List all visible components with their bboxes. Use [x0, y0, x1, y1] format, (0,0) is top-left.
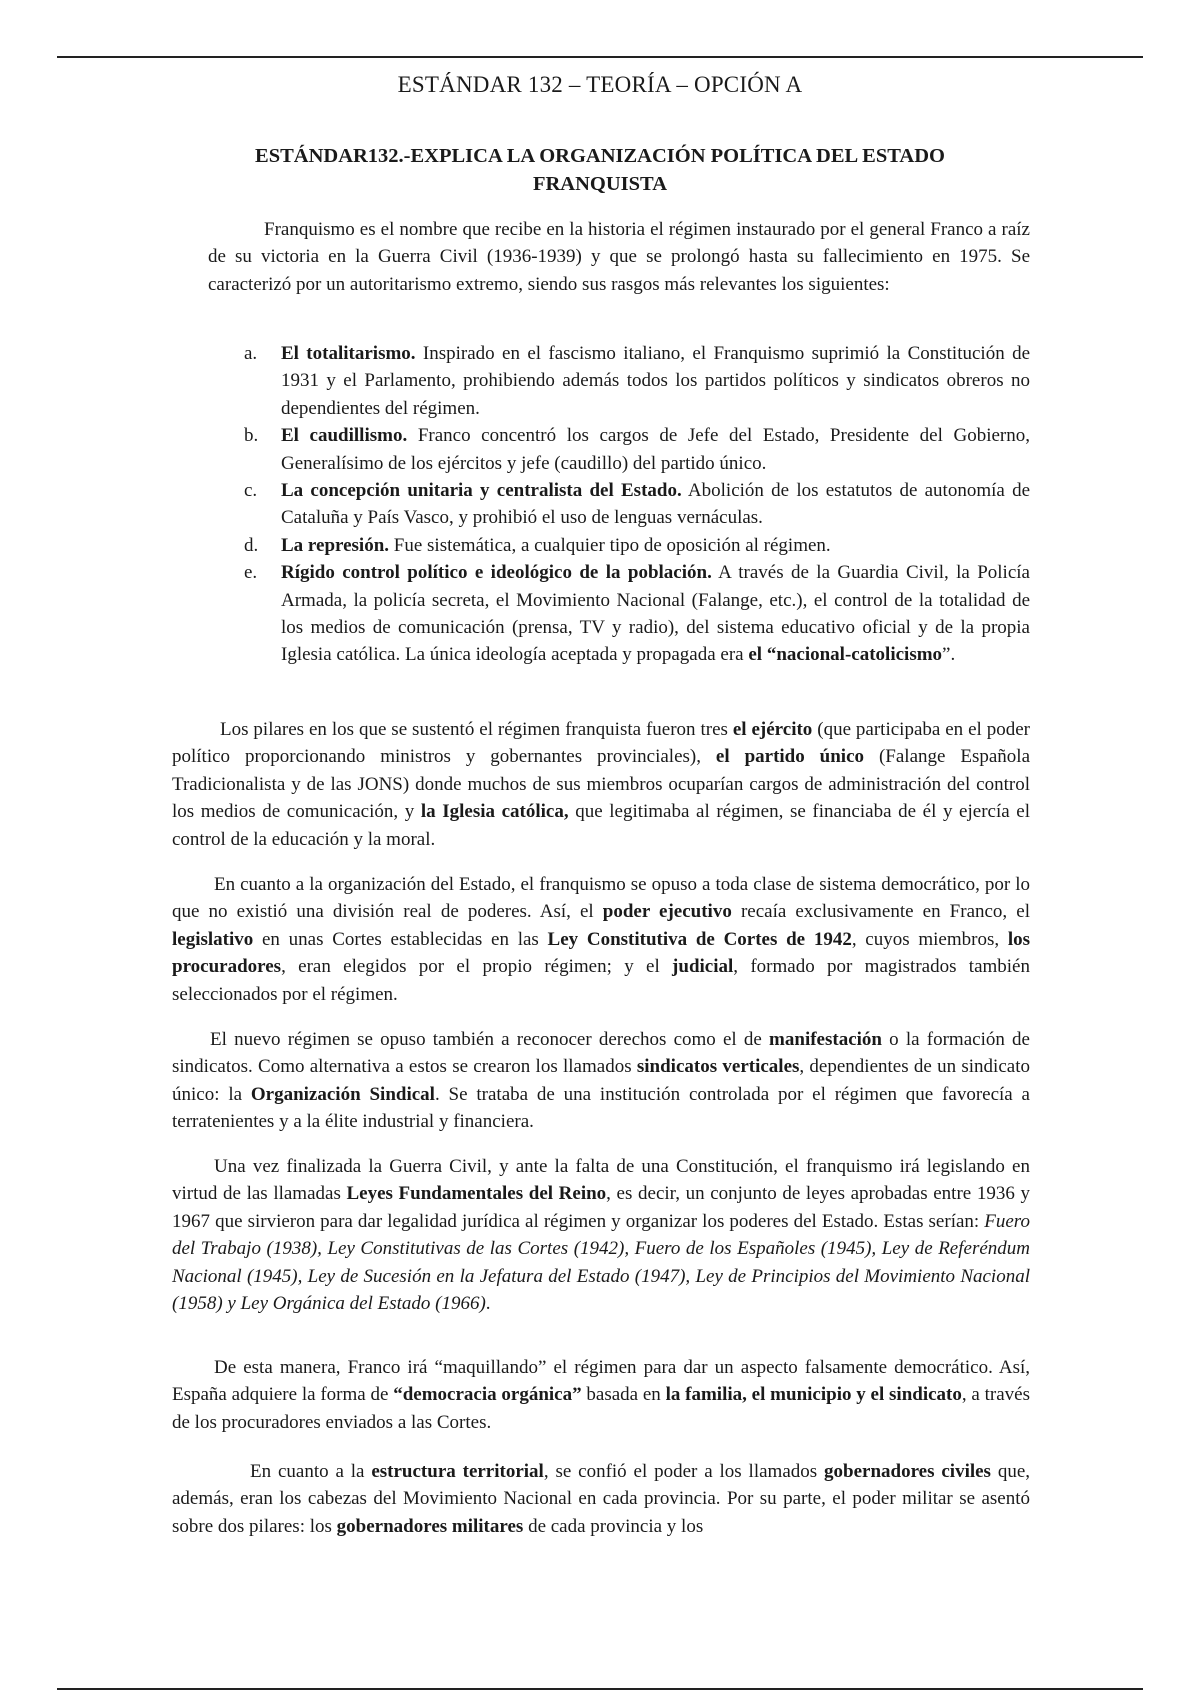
- bottom-rule: [57, 1688, 1143, 1690]
- title-line-1: ESTÁNDAR132.-EXPLICA LA ORGANIZACIÓN POLÍTICA DEL ESTADO: [255, 145, 945, 167]
- text-run: que, además, eran los cabezas del Movimiento Nacional en cada provincia. Por su parte, el poder militar se asentó sobre dos pilares: los: [172, 1461, 1031, 1537]
- list-marker: a.: [244, 343, 258, 364]
- text-run: , a través de los procuradores enviados a las Cortes.: [172, 1384, 1030, 1433]
- feature-text: Fue sistemática, a cualquier tipo de oposición al régimen.: [389, 534, 831, 556]
- bold-run: la Iglesia católica,: [420, 801, 569, 823]
- document-title: [200, 142, 1000, 198]
- text-run: , es decir, un conjunto de leyes aprobadas entre 1936 y 1967 que sirvieron para dar legalidad jurídica al régimen y organizar los poderes del Estado. Estas serían:: [172, 1183, 1030, 1232]
- text-run: Una vez finalizada la Guerra Civil, y ante la falta de una Constitución, el franquismo irá legislando en virtud de las llamadas: [172, 1156, 1030, 1205]
- list-item: [208, 559, 1030, 669]
- list-item: [208, 422, 1030, 477]
- bold-run: gobernadores civiles: [824, 1461, 991, 1482]
- text-run: Los pilares en los que se sustentó el régimen franquista fueron tres: [220, 719, 733, 740]
- text-run: en unas Cortes establecidas en las: [253, 928, 548, 950]
- feature-title: La represión.: [281, 534, 390, 556]
- top-rule: [57, 56, 1143, 58]
- list-item: [208, 477, 1030, 532]
- page-header: ESTÁNDAR 132 – TEORÍA – OPCIÓN A: [397, 72, 803, 97]
- list-marker: b.: [244, 425, 259, 447]
- text-run: El nuevo régimen se opuso también a reconocer derechos como el de: [210, 1029, 770, 1050]
- feature-tail: ”.: [942, 644, 956, 666]
- text-run: de cada provincia y los: [523, 1515, 704, 1537]
- bold-run: manifestación: [769, 1029, 882, 1050]
- text-run: que legitimaba al régimen, se financiaba de él y ejercía el control de la educación y la moral.: [172, 801, 1030, 850]
- list-item: [208, 532, 1030, 559]
- paragraph-syndicates: [172, 1026, 1030, 1136]
- text-run: recaía exclusivamente en Franco, el: [731, 901, 1030, 923]
- feature-text: Franco concentró los cargos de Jefe del Estado, Presidente del Gobierno, Generalísimo de los ejércitos y jefe (caudillo) del partido único.: [281, 425, 1030, 474]
- text-run: , cuyos miembros,: [851, 928, 1008, 950]
- feature-text: Inspirado en el fascismo italiano, el Franquismo suprimió la Constitución de 1931 y el Parlamento, prohibiendo además todos los partidos políticos y sindicatos obreros no dependientes del régimen.: [281, 343, 1030, 419]
- paragraph-fundamental-laws: [172, 1153, 1030, 1317]
- text-run: , dependientes de un sindicato único: la: [172, 1056, 1030, 1105]
- list-marker: c.: [244, 480, 258, 502]
- text-run: .: [485, 1293, 491, 1315]
- bold-run: gobernadores militares: [336, 1515, 524, 1537]
- italic-run: Fuero del Trabajo (1938), Ley Constitutivas de las Cortes (1942), Fuero de los Españoles (1945), Ley de Referéndum Nacional (1945), Ley de Sucesión en la Jefatura del Estado (1947), Ley de Principios del Movimiento Nacional (1958) y Ley Orgánica del Estado (1966): [172, 1210, 1030, 1315]
- intro-text: Franquismo es el nombre que recibe en la historia el régimen instaurado por el general Franco a raíz de su victoria en la Guerra Civil (1936-1939) y que se prolongó hasta su fallecimiento en 1975. Se caracterizó por un autoritarismo extremo, siendo sus rasgos más relevantes los siguientes:: [208, 219, 1030, 295]
- bold-run: la familia, el municipio y el sindicato: [665, 1384, 962, 1406]
- list-marker: d.: [244, 534, 259, 556]
- list-item: [208, 340, 1030, 422]
- text-run: , formado por magistrados también seleccionados por el régimen.: [172, 956, 1030, 1005]
- text-run: De esta manera, Franco irá “maquillando” el régimen para dar un aspecto falsamente democrático. Así, España adquiere la forma de: [172, 1357, 1030, 1406]
- bold-run: poder ejecutivo: [602, 901, 732, 923]
- text-run: , eran elegidos por el propio régimen; y el: [281, 956, 673, 978]
- feature-title: El caudillismo.: [281, 425, 408, 447]
- bold-run: estructura territorial: [371, 1461, 544, 1482]
- feature-title: La concepción unitaria y centralista del Estado.: [281, 480, 682, 502]
- bold-run: el partido único: [715, 746, 865, 768]
- text-run: En cuanto a la: [250, 1461, 372, 1482]
- bold-run: los procuradores: [172, 928, 1030, 978]
- text-run: (que participaba en el poder político proporcionando ministros y gobernantes provinciales),: [172, 719, 1030, 768]
- feature-title: Rígido control político e ideológico de la población.: [281, 562, 712, 584]
- bold-run: el ejército: [732, 719, 813, 740]
- paragraph-organic-democracy: [172, 1354, 1030, 1436]
- intro-paragraph: [208, 216, 1030, 298]
- text-run: , se confió el poder a los llamados: [543, 1461, 825, 1482]
- list-marker: e.: [244, 562, 258, 584]
- feature-text: Abolición de los estatutos de autonomía de Cataluña y País Vasco, y prohibió el uso de lenguas vernáculas.: [281, 480, 1030, 529]
- bold-run: legislativo: [172, 928, 254, 950]
- paragraph-territorial-structure: [172, 1458, 1030, 1540]
- text-run: En cuanto a la organización del Estado, el franquismo se opuso a toda clase de sistema democrático, por lo que no existió una división real de poderes. Así, el: [172, 874, 1030, 923]
- paragraph-pillars: [172, 716, 1030, 853]
- text-run: o la formación de sindicatos. Como alternativa a estos se crearon los llamados: [172, 1029, 1030, 1078]
- paragraph-state-organization: [172, 871, 1030, 1008]
- feature-title: El totalitarismo.: [281, 343, 416, 364]
- feature-bold-end: el “nacional-catolicismo: [748, 644, 943, 666]
- features-list: [208, 340, 1030, 669]
- bold-run: judicial: [672, 956, 734, 978]
- text-run: . Se trataba de una institución controlada por el régimen que favorecía a terratenientes y a la élite industrial y financiera.: [172, 1083, 1030, 1133]
- bold-run: Ley Constitutiva de Cortes de 1942: [547, 928, 852, 950]
- feature-text: A través de la Guardia Civil, la Policía Armada, la policía secreta, el Movimiento Nacional (Falange, etc.), el control de la totalidad de los medios de comunicación (prensa, TV y radio), del sistema educativo oficial y de la propia Iglesia católica. La única ideología aceptada y propagada era: [281, 562, 1030, 666]
- bold-run: Leyes Fundamentales del Reino: [346, 1183, 607, 1205]
- title-line-2: FRANQUISTA: [532, 173, 668, 195]
- bold-run: sindicatos verticales: [636, 1056, 800, 1078]
- bold-run: Organización Sindical: [250, 1083, 435, 1105]
- bold-run: “democracia orgánica”: [393, 1384, 582, 1406]
- text-run: (Falange Española Tradicionalista y de las JONS) donde muchos de sus miembros ocuparían cargos de administración del control los medios de comunicación, y: [172, 746, 1031, 823]
- text-run: basada en: [581, 1384, 666, 1406]
